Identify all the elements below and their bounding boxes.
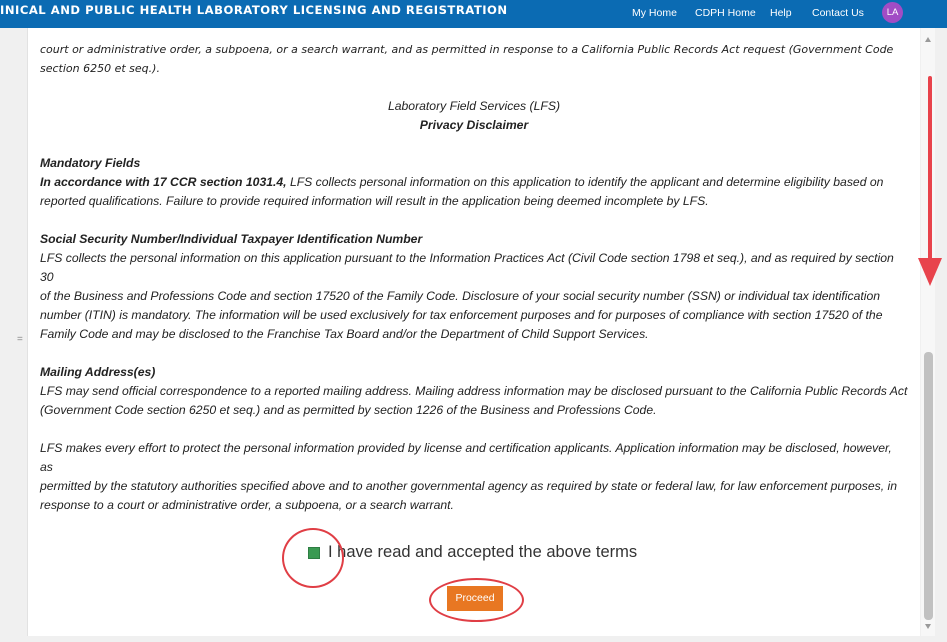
- panel-resize-handle[interactable]: =: [17, 334, 23, 345]
- proceed-button[interactable]: Proceed: [447, 586, 503, 611]
- proceed-highlight-circle: [429, 578, 524, 622]
- ssn-line: Family Code and may be disclosed to the Franchise Tax Board and/or the Department of Child Support Services.: [40, 327, 649, 341]
- nav-contact-us[interactable]: Contact Us: [812, 7, 864, 19]
- mailing-line: LFS may send official correspondence to a reported mailing address. Mailing address information may be disclosed pursuant to the California Public Records Act: [40, 384, 908, 398]
- mandatory-lead-bold: In accordance with 17 CCR section 1031.4,: [40, 175, 287, 189]
- ssn-line: number (ITIN) is mandatory. The information will be used exclusively for tax enforcement purposes and for purposes of compliance with section 17520 of the: [40, 308, 883, 322]
- accept-terms-label[interactable]: I have read and accepted the above terms: [328, 543, 638, 561]
- lead-line: court or administrative order, a subpoena, or a search warrant, and as permitted in response to a California Public Records Act request (Government Code section 6250 et seq.).: [40, 43, 894, 75]
- closing-line: response to a court or administrative order, a subpoena, or a search warrant.: [40, 498, 454, 512]
- ssn-line: LFS collects the personal information on this application pursuant to the Information Practices Act (Civil Code section 1798 et seq.), and as required by section 30: [40, 251, 894, 284]
- org-line: Laboratory Field Services (LFS): [387, 99, 561, 113]
- nav-help[interactable]: Help: [770, 7, 792, 19]
- nav-cdph-home[interactable]: CDPH Home: [695, 7, 756, 19]
- scrollbar-thumb[interactable]: [924, 352, 933, 620]
- mandatory-heading: Mandatory Fields: [40, 156, 141, 170]
- closing-line: LFS makes every effort to protect the personal information provided by license and certification applicants. Application information may be disclosed, however, as: [40, 441, 892, 474]
- mailing-heading: Mailing Address(es): [40, 365, 156, 379]
- closing-line: permitted by the statutory authorities specified above and to another governmental agency as required by state or federal law, for law enforcement purposes, in: [40, 479, 897, 493]
- user-avatar[interactable]: LA: [882, 2, 903, 23]
- ssn-heading: Social Security Number/Individual Taxpayer Identification Number: [40, 232, 423, 246]
- nav-my-home[interactable]: My Home: [632, 7, 677, 19]
- app-title: INICAL AND PUBLIC HEALTH LABORATORY LICENSING AND REGISTRATION: [0, 3, 508, 17]
- mandatory-line: reported qualifications. Failure to provide required information will result in the application being deemed incomplete by LFS.: [40, 194, 709, 208]
- mailing-line: (Government Code section 6250 et seq.) and as permitted by section 1226 of the Business and Professions Code.: [40, 403, 657, 417]
- disclaimer-title: Privacy Disclaimer: [419, 118, 529, 132]
- checkbox-highlight-circle: [282, 528, 344, 588]
- top-navigation-bar: [0, 0, 947, 28]
- privacy-disclaimer-text: [40, 40, 908, 515]
- ssn-line: of the Business and Professions Code and section 17520 of the Family Code. Disclosure of your social security number (SSN) or individual tax identification: [40, 289, 881, 303]
- mandatory-line: In accordance with 17 CCR section 1031.4, LFS collects personal information on this application to identify the applicant and determine eligibility based on: [40, 175, 884, 189]
- scroll-up-arrow-icon[interactable]: [925, 37, 931, 42]
- scroll-down-annotation-arrow-icon: [914, 72, 946, 292]
- scroll-down-arrow-icon[interactable]: [925, 624, 931, 629]
